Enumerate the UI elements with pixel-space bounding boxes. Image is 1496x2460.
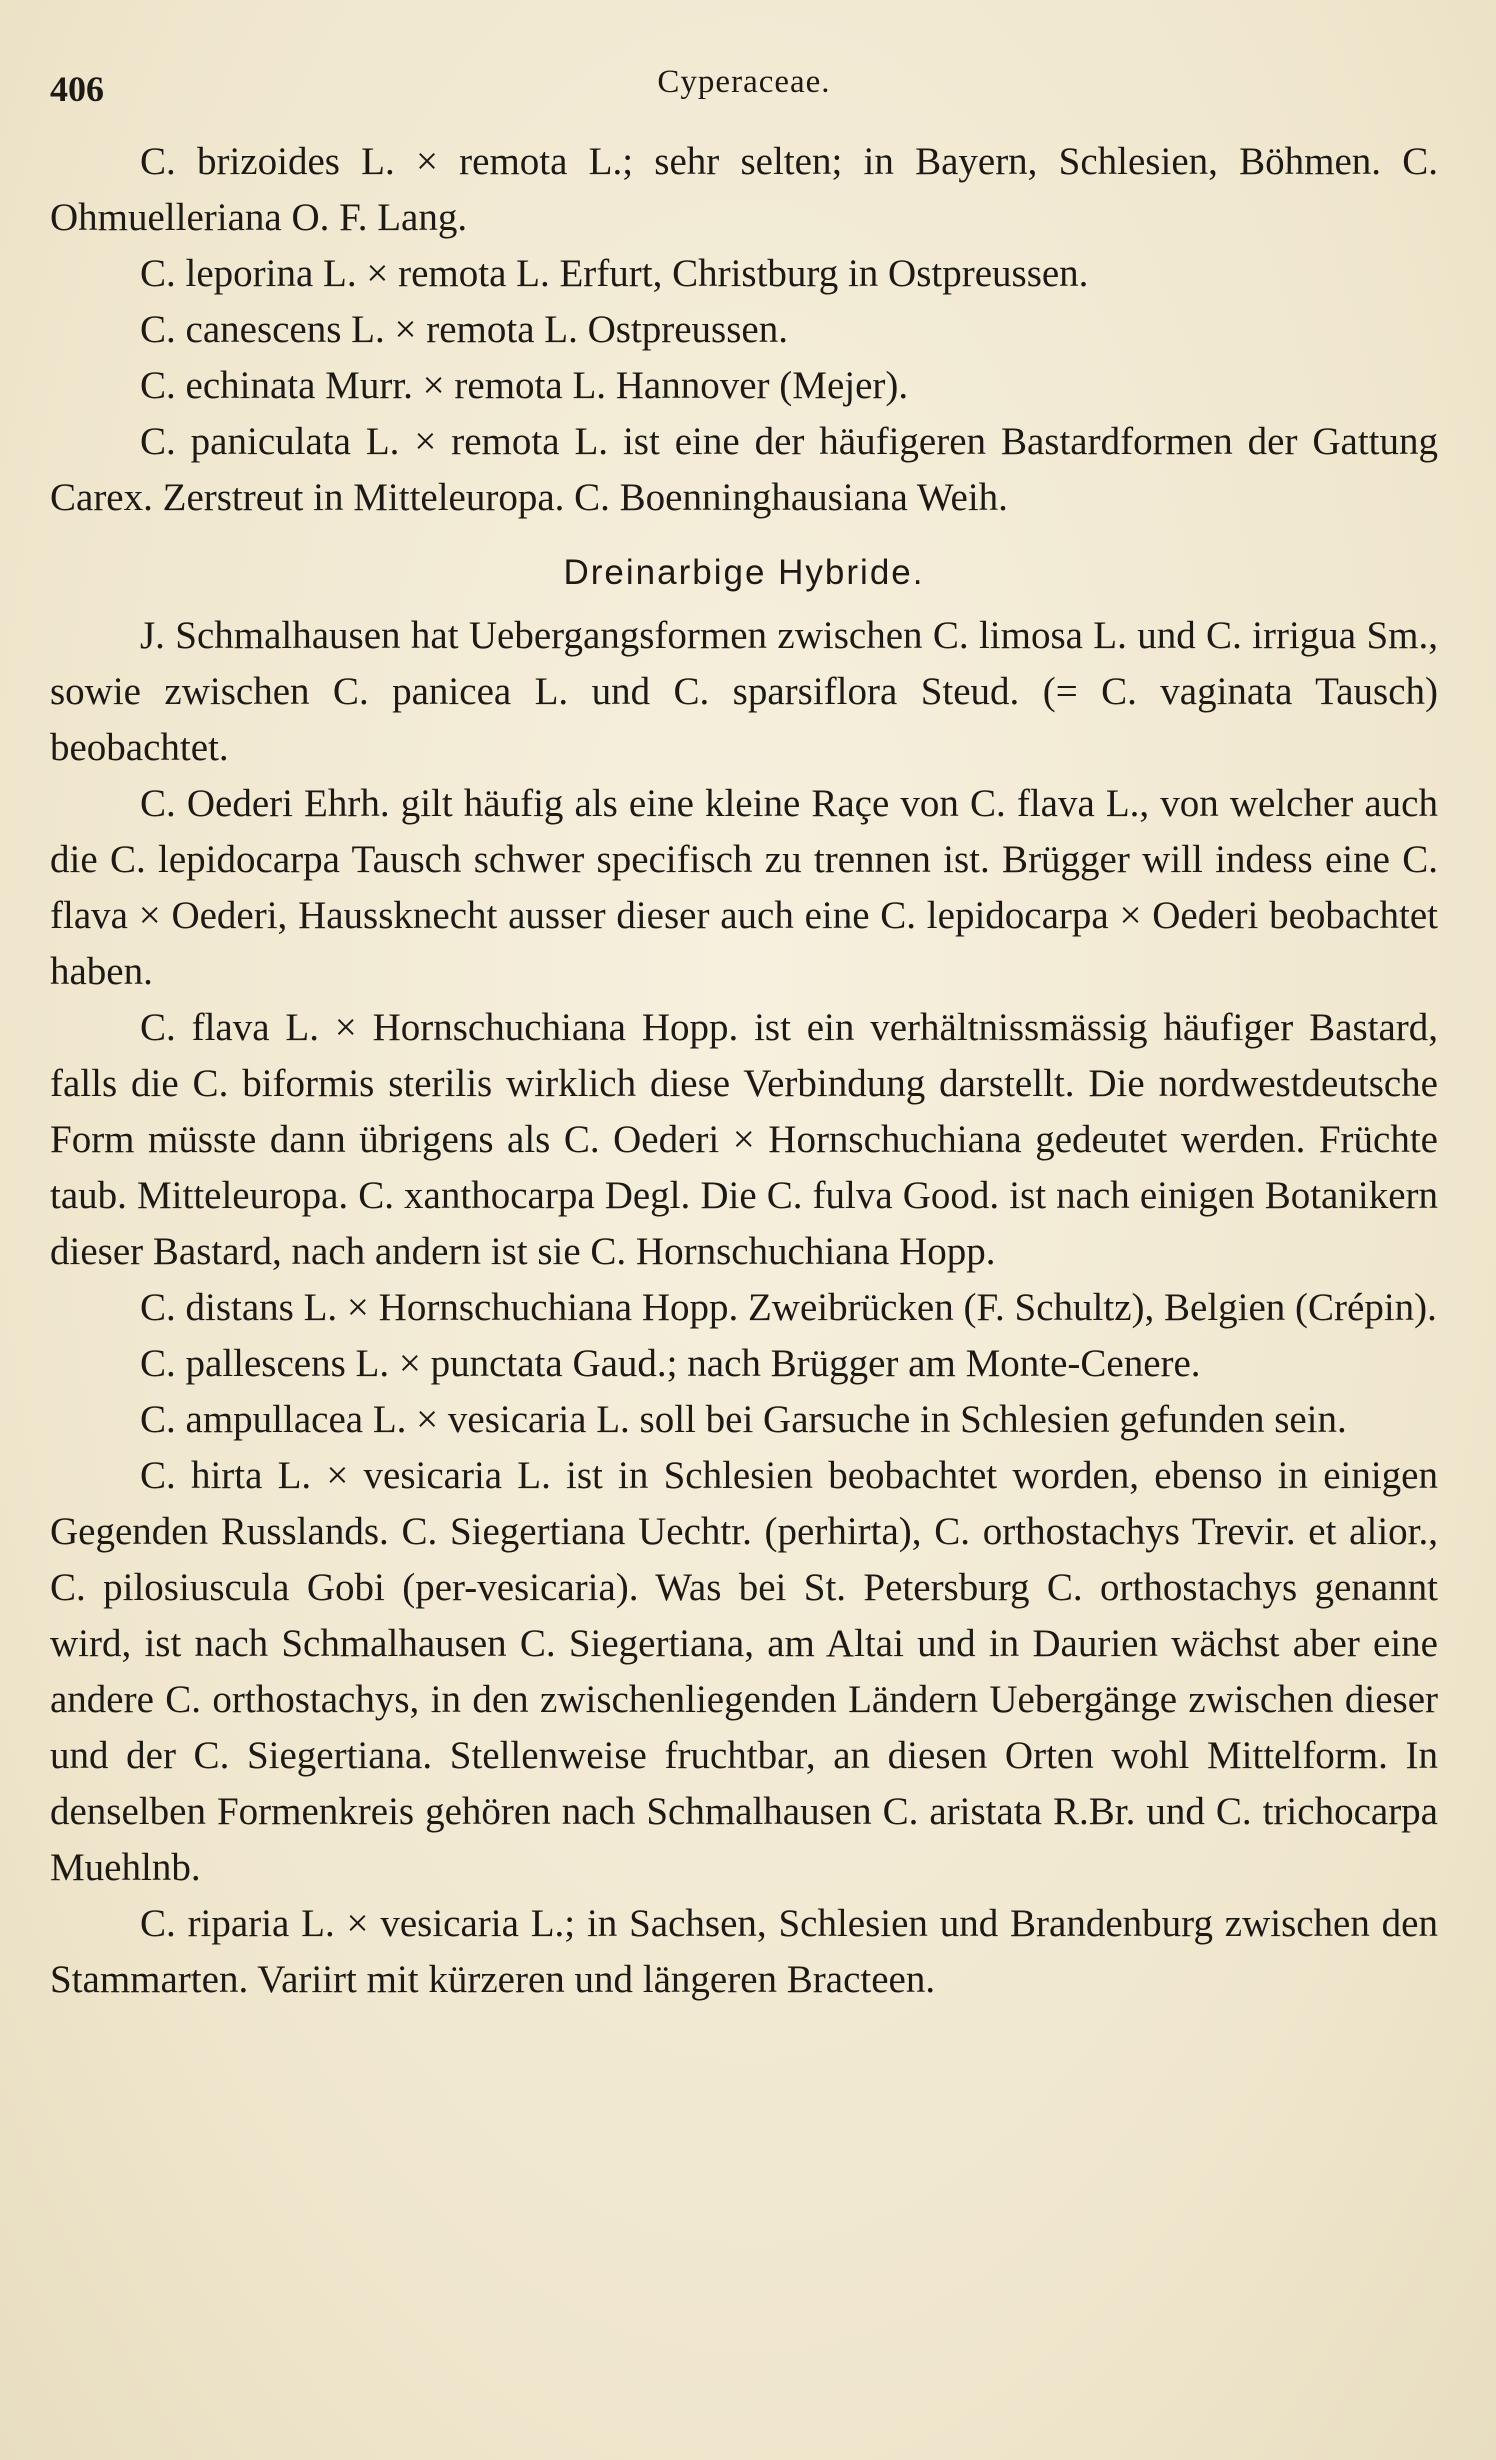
paragraph-canescens-remota: C. canescens L. × remota L. Ostpreussen.	[140, 308, 788, 351]
section-heading: Dreinarbige Hybride.	[563, 553, 925, 592]
paragraph-oederi: C. Oederi Ehrh. gilt häufig als eine kleine Raçe von C. flava L., von welcher auch die C. lepidocarpa Tausch schwer specifisch zu trennen ist. Brügger will indess eine C. flava × Oederi, Haussknecht ausser dieser auch eine C. lepidocarpa × Oederi beobachtet haben.	[50, 782, 1438, 993]
paragraph-hirta-vesicaria: C. hirta L. × vesicaria L. ist in Schlesien beobachtet worden, ebenso in einigen Gegenden Russlands. C. Siegertiana Uechtr. (perhirta), C. orthostachys Trevir. et alior., C. pilosiuscula Gobi (per-vesicaria). Was bei St. Petersburg C. orthostachys genannt wird, ist nach Schmalhausen C. Siegertiana, am Altai und in Daurien wächst aber eine andere C. orthostachys, in den zwischenliegenden Ländern Uebergänge zwischen dieser und der C. Siegertiana. Stellenweise fruchtbar, an diesen Orten wohl Mittelform. In denselben Formenkreis gehören nach Schmalhausen C. aristata R.Br. und C. trichocarpa Muehlnb.	[50, 1454, 1438, 1889]
paragraph-riparia-vesicaria: C. riparia L. × vesicaria L.; in Sachsen, Schlesien und Brandenburg zwischen den Stammarten. Variirt mit kürzeren und längeren Bracteen.	[50, 1902, 1438, 2001]
paragraph-ampullacea-vesicaria: C. ampullacea L. × vesicaria L. soll bei Garsuche in Schlesien gefunden sein.	[140, 1398, 1347, 1441]
running-head	[50, 48, 1438, 134]
paragraph-echinata-remota: C. echinata Murr. × remota L. Hannover (Mejer).	[140, 364, 909, 407]
paragraph-schmalhausen: J. Schmalhausen hat Uebergangsformen zwischen C. limosa L. und C. irrigua Sm., sowie zwischen C. panicea L. und C. sparsiflora Steud. (= C. vaginata Tausch) beobachtet.	[50, 614, 1438, 769]
paragraph-pallescens-punctata: C. pallescens L. × punctata Gaud.; nach Brügger am Monte-Cenere.	[140, 1342, 1201, 1385]
paragraph-leporina-remota: C. leporina L. × remota L. Erfurt, Christburg in Ostpreussen.	[140, 252, 1089, 295]
paragraph-distans-hornschuchiana: C. distans L. × Hornschuchiana Hopp. Zweibrücken (F. Schultz), Belgien (Crépin).	[140, 1286, 1437, 1329]
page-number: 406	[50, 69, 104, 109]
paragraph-paniculata-remota: C. paniculata L. × remota L. ist eine der häufigeren Bastardformen der Gattung Carex. Zerstreut in Mitteleuropa. C. Boenninghausiana Weih.	[50, 420, 1438, 519]
running-title: Cyperaceae.	[657, 64, 831, 100]
body-text	[50, 134, 1438, 2008]
paragraph-brizoides-remota: C. brizoides L. × remota L.; sehr selten; in Bayern, Schlesien, Böhmen. C. Ohmuelleriana O. F. Lang.	[50, 140, 1438, 239]
paragraph-flava-hornschuchiana: C. flava L. × Hornschuchiana Hopp. ist ein verhältnissmässig häufiger Bastard, falls die C. biformis sterilis wirklich diese Verbindung darstellt. Die nordwestdeutsche Form müsste dann übrigens als C. Oederi × Hornschuchiana gedeutet werden. Früchte taub. Mitteleuropa. C. xanthocarpa Degl. Die C. fulva Good. ist nach einigen Botanikern dieser Bastard, nach andern ist sie C. Hornschuchiana Hopp.	[50, 1006, 1438, 1273]
